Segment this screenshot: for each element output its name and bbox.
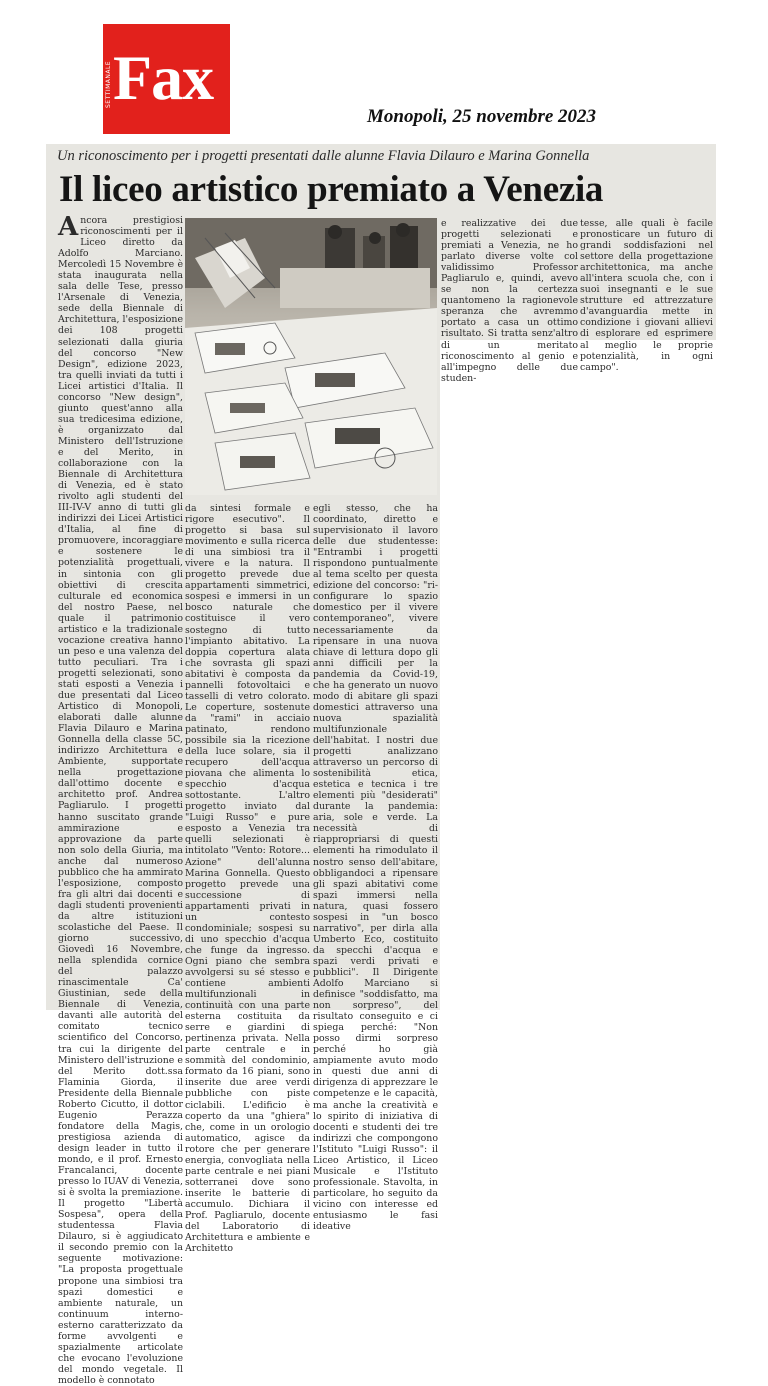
article-column-5: tesse, alle quali è facile pronosticare un futuro di grandi soddisfazioni nel settore della progettazione architettonica, ma anche all'intera scuola che, con i suoi insegnanti e le sue strutture ed attrezzature d'avanguardia mette in condizione i giovani allievi di esplorare ed esprimere al meglio le proprie potenzialità, in ogni campo". [580, 218, 713, 373]
exhibition-photo-icon [185, 218, 437, 495]
article-column-1 [58, 212, 184, 1386]
article-column-2: da sintesi formale e rigore esecutivo". Il progetto si basa sul movimento e sulla ricerca di una simbiosi tra il vivere e la natura. Il progetto prevede due appartamenti simmetrici, sospesi e immersi in un bosco naturale che costituisce il vero sostegno di tutto l'impianto abitativo. La doppia copertura alata che sovrasta gli spazi abitativi è composta da pannelli fotovoltaici e tasselli di vetro colorato. Le coperture, sostenute da "rami" in acciaio patinato, rendono possibile sia la ricezione della luce solare, sia il recupero dell'acqua piovana che alimenta lo specchio d'acqua sottostante. L'altro progetto inviato dal "Luigi Russo" e pure esposto a Venezia tra quelli selezionati è intitolato "Vento: Rotore... Azione" dell'alunna Marina Gonnella. Questo progetto prevede una successione di appartamenti privati in un contesto condominiale; sospesi su di uno specchio d'acqua che funge da ingresso. Ogni piano che sembra avvolgersi su sé stesso e contiene ambienti multifunzionali in continuità con una parte esterna costituita da serre e giardini di pertinenza privata. Nella parte centrale e in sommità del condominio, formato da 16 piani, sono inserite due aree verdi pubbliche con piste ciclabili. L'edificio è coperto da una "ghiera" che, come in un orologio automatico, agisce da rotore che per generare energia, convogliata nella parte centrale e nei piani sotterranei dove sono inserite le batterie di accumulo. Dichiara il Prof. Pagliarulo, docente del Laboratorio di Architettura e ambiente e Architetto [185, 503, 310, 1255]
column-1-text: ncora prestigiosi riconoscimenti per il Liceo diretto da Adolfo Marciano. Mercoledì 15 Novembre è stata inaugurata nella sala delle Tese, presso l'Arsenale di Venezia, sede della Biennale di Architettura, l'esposizione dei 108 progetti selezionati dalla giuria del concorso "New Design", edizione 2023, tra quelli inviati da tutti i Licei artistici d'Italia. Il concorso "New design", giunto quest'anno alla sua tredicesima edizione, è organizzato dal Ministero dell'Istruzione e del Merito, in collaborazione con la Biennale di Architettura di Venezia, ed è stato rivolto agli studenti del III-IV-V anno di tutti gli indirizzi dei Licei Artistici d'Italia, al fine di promuovere, incoraggiare e sostenere le potenzialità progettuali, in sintonia con gli obiettivi di crescita culturale ed economica del nostro Paese, nel quale il patrimonio artistico e la tradizionale vocazione creativa hanno un peso e una valenza del tutto peculiari. Tra i progetti selezionati, sono stati esposti a Venezia i due presentati dal Liceo Artistico di Monopoli, elaborati dalle alunne Flavia Dilauro e Marina Gonnella della classe 5C, indirizzo Architettura e Ambiente, supportate nella progettazione dall'ottimo docente e architetto prof. Andrea Pagliarulo. I progetti hanno suscitato grande ammirazione e approvazione da parte non solo della Giuria, ma anche dal numeroso pubblico che ha ammirato l'esposizione, composto fra gli altri dai docenti e dagli studenti provenienti da altre istituzioni scolastiche del Paese. Il giorno successivo, Giovedì 16 Novembre, nella splendida cornice del palazzo rinascimentale Ca' Giustinian, sede della Biennale di Venezia, davanti alle autorità del comitato tecnico scientifico del Concorso, tra cui la dirigente del Ministero dell'istruzione e del Merito dott.ssa Flaminia Giorda, il Presidente della Biennale Roberto Cicutto, il dottor Eugenio Perazza fondatore della Magis, prestigiosa azienda di design leader in tutto il mondo, e il prof. Ernesto Francalanci, docente presso lo IUAV di Venezia, si è svolta la premiazione. Il progetto "Libertà Sospesa", opera della studentessa Flavia Dilauro, si è aggiudicato il secondo premio con la seguente motivazione: "La proposta progettuale propone una simbiosi tra spazi domestici e ambiente naturale, un continuum interno-esterno caratterizzato da forme avvolgenti e spazialmente articolate che evocano l'evoluzione del mondo vegetale. Il modello è connotato [58, 215, 184, 1386]
drop-cap: A [58, 212, 79, 242]
article-column-3: egli stesso, che ha coordinato, diretto e supervisionato il lavoro delle due studentesse: "Entrambi i progetti rispondono puntualmente al tema scelto per questa edizione del concorso: "ri-configurare lo spazio domestico per il vivere contemporaneo", vivere necessariamente da ripensare in una nuova chiave di lettura dopo gli anni difficili per la pandemia da Covid-19, che ha generato un nuovo modo di abitare gli spazi domestici attraverso una nuova spazialità multifunzionale dell'habitat. I nostri due progetti analizzano attraverso un percorso di sostenibilità etica, estetica e tecnica i tre elementi più "desiderati" durante la pandemia: aria, sole e verde. La necessità di riappropriarsi di questi elementi ha rimodulato il nostro senso dell'abitare, obbligandoci a ripensare gli spazi abitativi come spazi immersi nella natura, quasi fossero sospesi in "un bosco narrativo", per dirla alla Umberto Eco, costituito da specchi d'acqua e spazi verdi privati e pubblici". Il Dirigente Adolfo Marciano si definisce "soddisfatto, ma non sorpreso", del risultato conseguito e ci spiega perché: "Non posso dirmi sorpreso perché ho già ampiamente avuto modo in questi due anni di dirigenza di apprezzare le competenze e le capacità, ma anche la creatività e lo spirito di iniziativa di docenti e studenti dei tre indirizzi che compongono l'Istituto "Luigi Russo": il Liceo Artistico, il Liceo Musicale e l'Istituto professionale. Stavolta, in particolare, ho seguito da vicino con interesse ed entusiasmo le fasi ideative [313, 503, 438, 1233]
logo-brand: Fax [113, 42, 214, 113]
article-column-4: e realizzative dei due progetti selezionati e premiati a Venezia, ne ho parlato diverse volte col validissimo Professor Pagliarulo e, quindi, avevo se non la certezza quantomeno la ragionevole speranza che avremmo portato a casa un ottimo risultato. Si tratta senz'altro di un meritato riconoscimento al genio e all'impegno delle due studen- [441, 218, 578, 384]
fax-logo [103, 24, 230, 134]
article-kicker: Un riconoscimento per i progetti presentati dalle alunne Flavia Dilauro e Marina Gonnella [57, 148, 590, 164]
article-headline: Il liceo artistico premiato a Venezia [59, 169, 604, 210]
dateline: Monopoli, 25 novembre 2023 [367, 106, 597, 127]
exhibition-photo [185, 218, 437, 495]
logo-subtitle: SETTIMANALE [105, 60, 112, 108]
